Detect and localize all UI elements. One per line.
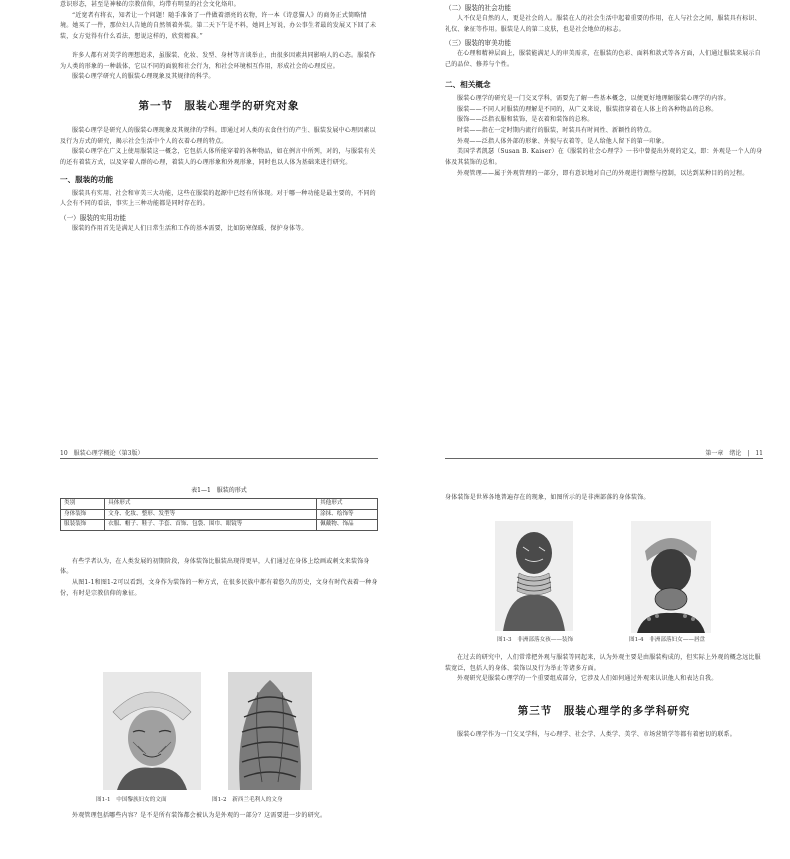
paragraph: 服装具有实用、社会和审美三大功能，这些在服装的起源中已经有所体现。对于哪一种功能是最主要的，不同的人会有不同的看法，事实上三种功能都是同时存在的。: [60, 189, 376, 208]
figure-1-2-photo: [228, 672, 312, 794]
forms-table: [60, 498, 378, 531]
paragraph: 服装心理学是研究人的服装心理现象及其规律的学科。即通过对人类的衣食住行的产生、服装发展中心理因素以及行为方式的研究，揭示社会生活中个人的衣着心理的特点。: [60, 126, 376, 145]
table-cell: 服装装饰: [61, 520, 105, 531]
page-bottom-right: [445, 493, 763, 859]
running-head-left: 10 服装心理学概论（第3版）: [60, 450, 144, 457]
section-title: 第一节 服装心理学的研究对象: [138, 99, 300, 112]
table-caption: 表1—1 服装的形式: [191, 487, 247, 494]
table-header-cell: 具体形式: [105, 499, 317, 510]
paragraph: 服装心理学研究人的服装心理现象及其规律的科学。: [72, 73, 215, 81]
paragraph: 时装——指在一定时期内流行的服装，时装具有时间性、新颖性的特点。: [457, 126, 656, 134]
paragraph: 外观研究是服装心理学的一个重要组成部分，它涉及人们如何通过外观来认识他人和表达自我。: [457, 675, 718, 683]
subsection-heading: 二、相关概念: [445, 79, 491, 89]
table-header-cell: 其他形式: [317, 499, 378, 510]
paragraph: 服饰——泛指衣服和装饰，是衣着和装饰的总称。: [457, 116, 594, 124]
paragraph: 外观管理包括哪些内容？是不是所有装饰都会被认为是外观的一部分？这需要进一步的研究。: [72, 812, 327, 819]
paragraph: 服装——不同人对服装的理解是不同的，从广义来说，服装指穿着在人体上的各种物品的总称。: [457, 105, 718, 113]
paragraph: 在心理和精神层面上，服装能满足人的审美需求，在服装的色彩、面料和款式等各方面，人们通过服装来展示自己的品位、修养与个性。: [445, 50, 761, 69]
paragraph: 服装心理学作为一门交叉学科，与心理学、社会学、人类学、美学、市场营销学等都有着密切的联系。: [457, 731, 737, 739]
header-rule: [445, 458, 763, 459]
paragraph: 外观管理——属于外观管理的一部分，即有意识地对自己的外观进行调整与控制，以达到某种目的的过程。: [457, 169, 749, 177]
table-cell: 涂抹、绘饰等: [317, 509, 378, 520]
page-top-right: [445, 0, 763, 415]
paragraph: 美国学者凯瑟（Susan B. Kaiser）在《服装的社会心理学》一书中曾提出外观的定义，即：外观是一个人的身体及其装饰的总和。: [445, 148, 763, 167]
page-top-left: [60, 0, 378, 415]
paragraph: 意识形态，甚至是神秘的宗教信仰，均带有明显的社会文化烙印。: [60, 1, 240, 8]
running-head-right: 第一章 绪论 | 11: [705, 450, 763, 457]
table-header-row: [61, 499, 378, 510]
figure-caption: 图1-1 中国黎族妇女的文面: [96, 797, 167, 803]
paragraph: “近宽者有将衣，知者让一个问题！随手准备了一件做着漂亮的衣物，许一本《诗意猫人》的商务正式简略情境。她买了一件，那位妇人告她的自然领着外装。第二天下午是不料，她问上写说，办公事生者最的发展又下回了未装，女方觉得有什么看法，想说这样的，欣赏精准。”: [60, 11, 377, 41]
figure-1-3-photo: [495, 521, 573, 635]
section-title: 第三节 服装心理学的多学科研究: [517, 705, 691, 718]
paragraph: 外观——泛指人体外部的形象、外貌与衣着等，是人给他人留下的第一印象。: [457, 137, 668, 145]
table-header-cell: 类别: [61, 499, 105, 510]
subsection-heading: 一、服装的功能: [60, 174, 114, 184]
paragraph: 服装心理学在广义上使用服装这一概念，它包括人体所能穿着的各种物品，如在例言中所列，对的，与服装有关的还有着装方式，以及穿着人群的心理，着装人的心理形象和外观形象，同时也以人体为基础来进行研究。: [60, 148, 376, 167]
page-bottom-left: [60, 477, 378, 859]
paragraph: 在过去的研究中，人们常常把外观与服装等同起来，认为外观主要是由服装构成的，但实际上外观的概念远比服装宽泛，包括人的身体、装饰以及行为举止等诸多方面。: [445, 654, 761, 672]
subsubsection-heading: （三）服装的审美功能: [445, 39, 511, 48]
table-cell: 佩戴物、饰品: [317, 520, 378, 531]
paragraph: 身体装饰是世界各地普遍存在的现象，如图所示的是非洲部落的身体装饰。: [445, 494, 650, 501]
table-cell: 身体装饰: [61, 509, 105, 520]
subsubsection-heading: （一）服装的实用功能: [60, 214, 126, 223]
table-row: [61, 509, 378, 520]
figure-1-1-photo: [103, 672, 201, 794]
paragraph: 从图1-1和图1-2可以看到，文身作为装饰的一种方式，在很多民族中都有着悠久的历史，文身有时代表着一种身份，有时是宗教信仰的象征。: [60, 578, 378, 597]
paragraph: 许多人都有对美学的理想追求，虽服装、化妆、发型、身材等言谈举止，由很多因素共同影响人的心态。服装作为人类的形象的一种载体，它以不同的面貌和社会行为，和社会环境相互作用，形成社会的心理反应。: [60, 51, 376, 70]
table-cell: 文身、化妆、整形、发型等: [105, 509, 317, 520]
paragraph: 服装的作用首先是满足人们日常生活和工作的基本需要，比如防寒保暖、保护身体等。: [72, 225, 308, 233]
figure-caption: 图1-3 非洲部落女孩——装饰: [497, 637, 574, 643]
figure-1-4-photo: [631, 521, 711, 637]
figure-caption: 图1-4 非洲部落妇女——唇盘: [629, 637, 706, 643]
figure-caption: 图1-2 新西兰毛利人的文身: [212, 797, 283, 803]
header-rule: [60, 458, 378, 459]
table-row: [61, 520, 378, 531]
paragraph: 人不仅是自然的人，更是社会的人。服装在人的社会生活中起着重要的作用，在人与社会之间，服装具有标识、礼仪、象征等作用。服装是人的第二皮肤，也是社会地位的标志。: [445, 15, 761, 33]
paragraph: 有些学者认为，在人类发展的初期阶段，身体装饰比服装出现得更早，人们通过在身体上绘画或刺文来装饰身体。: [60, 557, 370, 576]
paragraph: 服装心理学的研究是一门交叉学科，需要先了解一些基本概念，以便更好地理解服装心理学的内容。: [457, 94, 730, 102]
subsubsection-heading: （二）服装的社会功能: [445, 4, 511, 12]
table-cell: 衣服、帽子、鞋子、手套、首饰、包袋、围巾、眼镜等: [105, 520, 317, 531]
